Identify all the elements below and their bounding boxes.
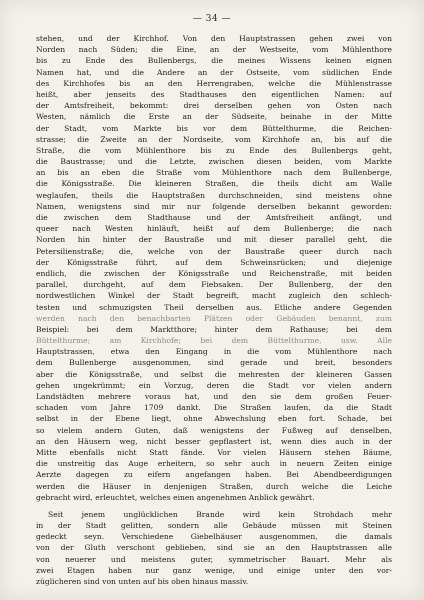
text-line: schaden vom Jahre 1709 dankt. Die Straßen laufen, da die Stadt — [36, 403, 392, 413]
text-line: Landstädten mehrere voraus hat, und den sie dem großen Feuer- — [36, 392, 392, 401]
text-line: die Königsstraße. Die kleineren Straßen, die theils dicht am Walle — [36, 179, 392, 189]
text-line: stehen, und der Kirchhof. Von den Hauptstrassen gehen zwei von — [36, 34, 392, 43]
text-line: Norden hin hinter der Baustraße und mit dieser parallel geht, die — [36, 235, 392, 245]
text-line: gebracht wird, erleuchtet, welches einen angenehmen Anblick gewährt. — [36, 492, 315, 502]
text-line: des Kirchhofes bis an den Herrengraben, welche die Mühlenstrasse — [36, 78, 392, 88]
text-line: weglaufen, theils die Hauptstraßen durchschneiden, sind meistens ohne — [36, 190, 392, 200]
text-line: queer nach Westen hinläuft, heißt auf dem Bullenberge; die nach — [36, 224, 392, 234]
text-line: testen und schmuzigsten Theil derselben aus. Etliche andere Gegenden — [36, 302, 392, 312]
text-line: der Stadt, vom Markte bis vor dem Büttelthurme, die Reichen- — [36, 123, 392, 133]
text-line: Seit jenem unglücklichen Brande wird kein Strohdach mehr — [48, 509, 392, 519]
text-line: der Amtsfreiheit, bekommt: drei derselben gehen von Osten nach — [36, 101, 392, 111]
text-line: zwei Etagen haben nur ganz wenige, und einige unter den vor- — [36, 565, 392, 575]
text-line: Aerzte dagegen zu eifern angefangen haben. Bei Abendbeerdigungen — [36, 470, 392, 480]
text-line: heißt, aber jenseits des Stadthauses den eigentlichen Namen: auf — [36, 89, 392, 99]
text-line: so vielem andern Guten, daß wenigstens der Fußweg auf denselben, — [36, 425, 392, 435]
text-line: selbst in der Ebene liegt, ohne Abwechslung eben fort. Schade, bei — [36, 414, 392, 424]
text-line: gehen ungekrümmt; ein Vorzug, deren die Stadt vor vielen andern — [36, 380, 392, 390]
text-line: Namen, wenigstens sind mir nur folgende derselben bekannt geworden: — [36, 201, 392, 211]
text-line: gedeckt seyn. Verschiedene Giebelhäuser ausgenommen, die damals — [36, 532, 392, 542]
text-line: Beispiel: bei dem Marktthore; hinter dem Rathause; bei dem — [36, 324, 392, 334]
text-line: Straße, die vom Mühlenthore bis zu Ende des Bullenbergs geht, — [36, 145, 392, 155]
text-line: aber die Königsstraße, und selbst die mehresten der kleineren Gassen — [36, 369, 392, 379]
text-line: von der Gluth verschont geblieben, sind sie an den Hauptstrassen alle — [36, 543, 392, 553]
text-line: werden die Häuser in denjenigen Straßen, durch welche die Leiche — [36, 481, 392, 491]
text-line: züglicheren sind von unten auf bis oben hinaus massiv. — [36, 577, 249, 586]
text-line: die unstreitig das Auge erheitern, so sehr auch in neuern Zeiten einige — [36, 459, 392, 469]
text-line: der Königsstraße führt, auf dem Schweinsrücken; und diejenige — [36, 257, 392, 267]
text-line: die Baustrasse; und die Letzte, zwischen diesen beiden, vom Markte — [36, 157, 392, 167]
text-line: Petersilienstraße; die, welche von der Baustraße queer durch nach — [36, 246, 392, 256]
text-line: strasse; die Zweite an der Nordseite, vom Kirchhofe an, bis auf die — [36, 134, 392, 144]
text-line: die zwischen dem Stadthause und der Amtsfreiheit anfängt, und — [36, 213, 392, 222]
text-line: Mitte ebenfalls nicht Statt fände. Vor vielen Häusern stehen Bäume, — [36, 447, 392, 457]
text-line: nordwestlichen Winkel der Stadt begreift, macht zugleich den schlech- — [36, 291, 392, 301]
text-line: Westen, nämlich die Erste an der Südseite, beinahe in der Mitte — [36, 112, 392, 122]
text-line: Büttelthurme; am Kirchhofe; bei dem Büttelthurme, usw. Alle — [36, 336, 392, 346]
text-line: werden nach den benachbarten Plätzen oder Gebäuden benannt, zum — [36, 313, 392, 323]
text-line: von neuerer und meistens guter, symmetrischer Bauart. Mehr als — [36, 554, 392, 564]
text-line: an bis an eben die Straße vom Mühlenthore nach dem Bullenberge, — [36, 168, 392, 178]
text-line: dem Bullenberge ausgenommen, sind gerade und breit, besonders — [36, 358, 392, 368]
text-line: bis zu Ende des Bullenbergs, die meines Wissens keinen eignen — [36, 56, 392, 66]
text-line: endlich, die zwischen der Königsstraße und Reichenstraße, mit beiden — [36, 268, 392, 278]
text-line: Norden nach Süden; die Eine, an der Westseite, vom Mühlenthore — [36, 45, 392, 55]
page-number: — 34 — — [192, 14, 232, 24]
text-line: an den Häusern weg, nicht besser gepflastert ist, wenn dies auch in der — [36, 436, 392, 446]
text-line: parallel, durchgeht, auf dem Fiebsaken. Der Bullenberg, der den — [36, 280, 392, 290]
text-line: in der Stadt gelitten, sondern alle Gebäude müssen mit Steinen — [36, 521, 392, 531]
body-text — [36, 33, 392, 587]
text-line: Namen hat, und die Andere an der Ostseite, vom südlichen Ende — [36, 67, 392, 77]
text-line: Hauptstrassen, etwa den Eingang in die vom Mühlenthore nach — [36, 347, 392, 357]
